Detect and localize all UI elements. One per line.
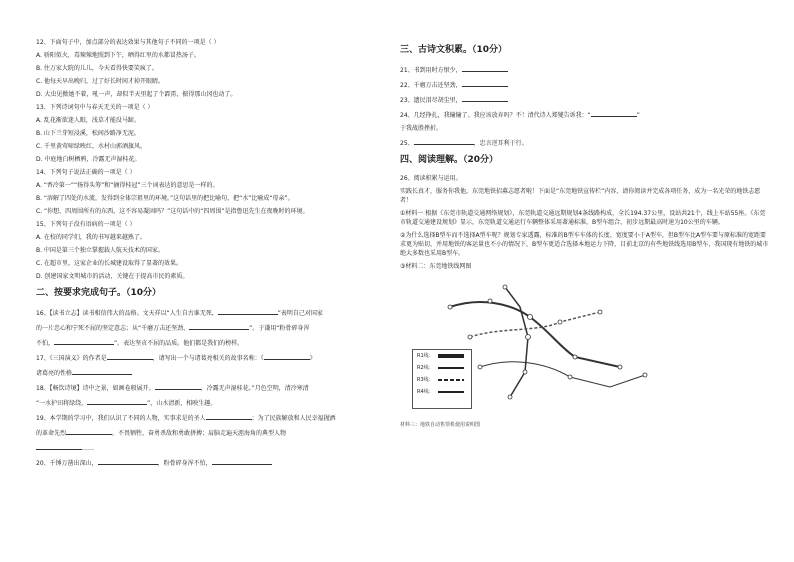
q16-line1: 16、【读书立志】读书相信伟大的品格。文天祥以“人生自古谁无死， ”表明自己对国家	[36, 307, 376, 318]
material-1: ①材料一 根据《东莞市轨道交通网络规划》，东莞轨道交通远期规划4条线路构成，全长194.37公里，设站共21个，线上车站55座。《东莞市轨道交通建设规划》显示，东莞轨道交通运行车辆整体采用著通标准，B型车组合，初步远期最高时速为10公里的车辆。	[400, 210, 766, 226]
q13-option-b: B. 山下兰芽短浸溪，松间沙路净无泥。	[36, 130, 140, 137]
q12-option-c: C. 他每天早出晚归，过了好长时间才掉开眼睛。	[36, 78, 165, 85]
q12-stem: 12、下面句子中，加点部分的表达效果与其他句子不同的一项是（ ）	[36, 39, 220, 46]
q19-line1: 19、本学期的学习中，我们认识了不同的人物，实事求是的圣人 ；为了民族解放和人民幸福抛洒	[36, 412, 376, 423]
q16-blank-3[interactable]	[54, 337, 114, 345]
material-3-caption: 材料三：地铁自动售票机使用说明图	[400, 422, 481, 428]
q20-blank-1[interactable]	[98, 457, 158, 465]
q19-line2: 的革命先烈 ，不畏牺牲，奋勇杀敌和勇敢拼搏；肩脑走遍天涯海角的典型人物	[36, 427, 376, 438]
q25-line: 25、 ，忠言逆耳利于行。	[400, 137, 770, 148]
q14-stem: 14、下列句子说法正确的一项是（ ）	[36, 169, 136, 176]
metro-map	[410, 277, 660, 417]
section-2-title: 二、按要求完成句子。（10分）	[36, 288, 162, 298]
legend-r2: R2线：	[413, 362, 471, 374]
right-column	[400, 38, 770, 430]
q21-line: 21、书到用时方恨少，	[400, 64, 770, 75]
q22-line: 22、千磨万击还坚劲，	[400, 79, 770, 90]
q18-blank-2[interactable]	[87, 397, 147, 405]
q23-blank[interactable]	[462, 94, 508, 102]
q19-blank-3[interactable]	[36, 442, 82, 450]
legend-r1: R1线：	[413, 350, 471, 362]
q16-line2: 的一片忠心和宁死不屈的坚定意志；从“千磨万击还坚劲， ”。于谦用“粉骨碎身浑	[36, 322, 376, 333]
q17-line1: 17、《三国演义》的作者是 ，请写出一个与诸葛亮相关的故事名称：《 》	[36, 352, 376, 363]
q19-blank-2[interactable]	[66, 427, 112, 435]
section-4-title: 四、阅读理解。（20分）	[400, 155, 499, 165]
q13-option-a: A. 乱花渐欲迷人眼，浅草才能没马蹄。	[36, 117, 140, 124]
q26-intro: 实践长真才，服务你我他，东莞地铁招募志愿者啦！下面是“东莞地铁宣传栏”内容，请你阅读并完成各项任务，成为一名光荣的地铁志愿者！	[400, 188, 761, 204]
q26-title: 26、阅读积累与运用。	[400, 175, 462, 182]
q18-line2: “一水护田将绿绕， ”，山水清新，相映生趣。	[36, 397, 376, 408]
q16-blank-1[interactable]	[218, 307, 278, 315]
material-2: ②为什么选择B型车而不选择A型车呢？规划专家透露，标准的B型车车体的长度、宽度要小于A型车，但B型车比A型车要与原标准的宽距要求更为贴切，并用地铁的客运量也不小的情况下，B型车更适合选择本地运力下降，目前北京的有些地铁线选用B型车，我国现有地铁的城市绝大多数也采用B型车。	[400, 232, 769, 257]
q24-line1: 24、几经挣扎，我输输了。我应该放弃吗？不！清代诗人郑燮告诉我：“ ”	[400, 109, 770, 120]
q14-option-b: B. “溶解了四处的水流，发得到全体宗祖里的环境。”这句话里的把比喻句，把“水”比喻成“母亲”。	[36, 195, 294, 202]
left-column	[36, 38, 376, 472]
q13-stem: 13、下列诗词句中与春天无关的一项是（ ）	[36, 104, 154, 111]
q24-blank-1[interactable]	[591, 109, 637, 117]
q19-line3: ……	[36, 442, 376, 453]
q20-line1: 20、千锤万凿出深山， ，粉骨碎身浑不怕，	[36, 457, 376, 468]
q12-option-d: D. 大虫见掀她不着，吼一声，却似半天里起了个霹雳，振得那山冈也动了。	[36, 91, 237, 98]
q13-option-d: D. 中庭地白树栖鸦，冷露无声湿桂花。	[36, 156, 141, 163]
q21-blank[interactable]	[462, 64, 508, 72]
material-3-label: ③材料二：东莞地铁线网图	[400, 263, 472, 270]
q17-blank-3[interactable]	[72, 367, 132, 375]
q23-line: 23、遗民泪尽胡尘里，	[400, 94, 770, 105]
q15-option-d: D. 创建国家文明城市的活动，关键在于提高市民的素质。	[36, 273, 189, 280]
legend-r4: R4线：	[413, 386, 471, 398]
q22-blank[interactable]	[462, 79, 508, 87]
legend-r3: R3线：	[413, 374, 471, 386]
metro-map-legend	[412, 349, 472, 409]
q18-blank-1[interactable]	[155, 382, 201, 390]
q16-blank-2[interactable]	[189, 322, 249, 330]
q16-line3: 不怕， ”。表达坚贞不屈的品质。他们都是我们的榜样。	[36, 337, 376, 348]
q17-blank-1[interactable]	[107, 352, 153, 360]
q20-blank-2[interactable]	[212, 457, 272, 465]
q14-option-a: A. “香冷第一”“扬得头筹”和“摘得桂冠”三个词表达的意思是一样的。	[36, 182, 219, 189]
q19-blank-1[interactable]	[206, 412, 252, 420]
q12-option-b: B. 住万家大院的儿儿，今天看得快要笑疯了。	[36, 65, 158, 72]
q12-option-a: A. 骄阳似火，毒辣辣地照到下午，晒得红里的水都冒热汤子。	[36, 52, 200, 59]
q18-line1: 18、【畅饮诗境】诗中之景，如画卷般展开。 ，冷露无声湿桂花。”月色空明，清冷寒清	[36, 382, 376, 393]
q14-option-c: C. “你想，四周围所有的东西，这不容易凝固吗？”这句话中的“四周围”是指鲁迅先生在夜晚时的环境。	[36, 208, 309, 215]
q24-line2: 于我战胜挫折。	[400, 125, 443, 132]
q15-option-c: C. 在超市里，这家企业的长城建设取得了显著的效果。	[36, 260, 183, 267]
q13-option-c: C. 千里黄莺啼绿映红，水村山郭酒旗风。	[36, 143, 147, 150]
q15-stem: 15、下列句子没有语病的一项是（ ）	[36, 221, 136, 228]
q17-line2: 诸葛亮的性格	[36, 367, 376, 378]
q25-blank[interactable]	[414, 137, 474, 145]
section-3-title: 三、古诗文积累。（10分）	[400, 45, 508, 55]
q15-option-b: B. 中国是第三个独立掌握载人航天技术的国家。	[36, 247, 164, 254]
q17-blank-2[interactable]	[264, 352, 310, 360]
q15-option-a: A. 在校的同学们，我的书写越来越熟了。	[36, 234, 146, 241]
